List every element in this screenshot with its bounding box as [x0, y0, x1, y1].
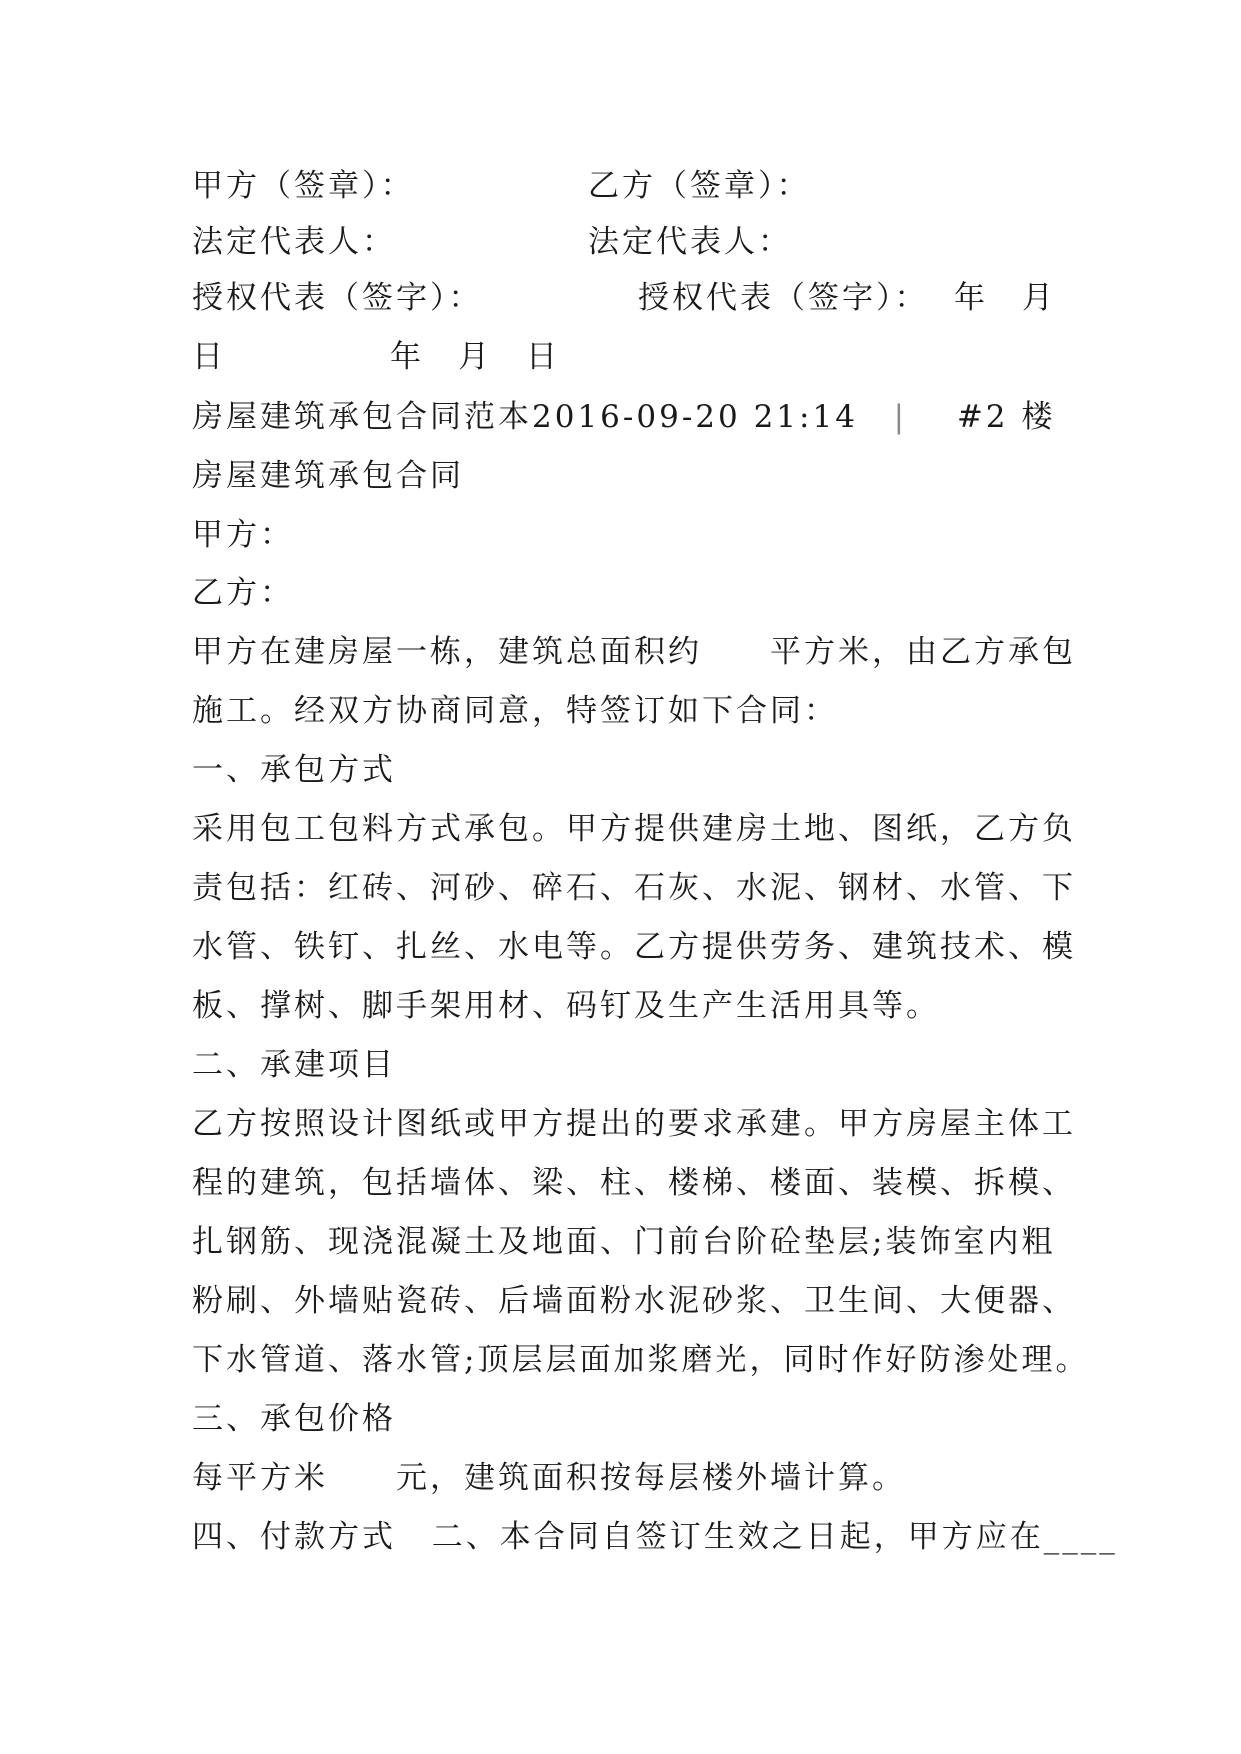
section-2-line-2: 程的建筑，包括墙体、梁、柱、楼梯、楼面、装模、拆模、: [192, 1165, 1076, 1201]
post-separator: |: [893, 399, 908, 435]
section-2-title: 二、承建项目: [192, 1047, 396, 1083]
section-2-line-3: 扎钢筋、现浇混凝土及地面、门前台阶砼垫层;装饰室内粗: [192, 1224, 1056, 1260]
section-4-row: [192, 1517, 1118, 1557]
party-a-rep-label: 法定代表人：: [192, 224, 396, 260]
section-1-line-2: 责包括：红砖、河砂、碎石、石灰、水泥、钢材、水管、下: [192, 870, 1076, 906]
section-1-line-1: 采用包工包料方式承包。甲方提供建房土地、图纸，乙方负: [192, 811, 1076, 847]
party-b-rep-label: 法定代表人：: [588, 224, 792, 260]
date-day: 日: [192, 339, 226, 375]
intro-line-2: 施工。经双方协商同意，特签订如下合同：: [192, 693, 838, 729]
party-b-line: 乙方：: [192, 575, 294, 611]
section-1-title: 一、承包方式: [192, 752, 396, 788]
section-3-line-1: 每平方米 元，建筑面积按每层楼外墙计算。: [192, 1460, 906, 1496]
section-2-line-5: 下水管道、落水管;顶层层面加浆磨光，同时作好防渗处理。: [192, 1342, 1090, 1378]
section-2-line-1: 乙方按照设计图纸或甲方提出的要求承建。甲方房屋主体工: [192, 1106, 1076, 1142]
signature-row-rep: [192, 222, 792, 262]
party-a-line: 甲方：: [192, 517, 294, 553]
signature-row-seal: [192, 166, 811, 206]
party-b-auth-label: 授权代表（签字）：: [638, 280, 929, 316]
post-header: [192, 397, 1055, 437]
section-2-line-4: 粉刷、外墙贴瓷砖、后墙面粉水泥砂浆、卫生间、大便器、: [192, 1283, 1076, 1319]
section-1-line-4: 板、撑树、脚手架用材、码钉及生产生活用具等。: [192, 988, 940, 1024]
date-full: 年 月 日: [390, 339, 560, 375]
post-floor: #2 楼: [956, 399, 1056, 435]
signature-row-date: [192, 337, 560, 377]
signature-row-auth: [192, 278, 1056, 318]
date-year-month: 年 月: [954, 280, 1056, 316]
section-3-title: 三、承包价格: [192, 1401, 396, 1437]
section-4-line-1: 二、本合同自签订生效之日起，甲方应在____: [431, 1519, 1118, 1555]
section-1-line-3: 水管、铁钉、扎丝、水电等。乙方提供劳务、建筑技术、模: [192, 929, 1076, 965]
post-datetime: 2016-09-20 21:14: [532, 399, 858, 435]
post-title: 房屋建筑承包合同范本: [192, 399, 532, 435]
section-4-title: 四、付款方式: [192, 1519, 396, 1555]
intro-line-1: 甲方在建房屋一栋，建筑总面积约 平方米，由乙方承包: [192, 634, 1076, 670]
party-a-auth-label: 授权代表（签字）：: [192, 280, 483, 316]
party-b-seal-label: 乙方（签章）：: [588, 168, 811, 204]
contract-title: 房屋建筑承包合同: [192, 458, 464, 494]
party-a-seal-label: 甲方（签章）：: [192, 168, 415, 204]
